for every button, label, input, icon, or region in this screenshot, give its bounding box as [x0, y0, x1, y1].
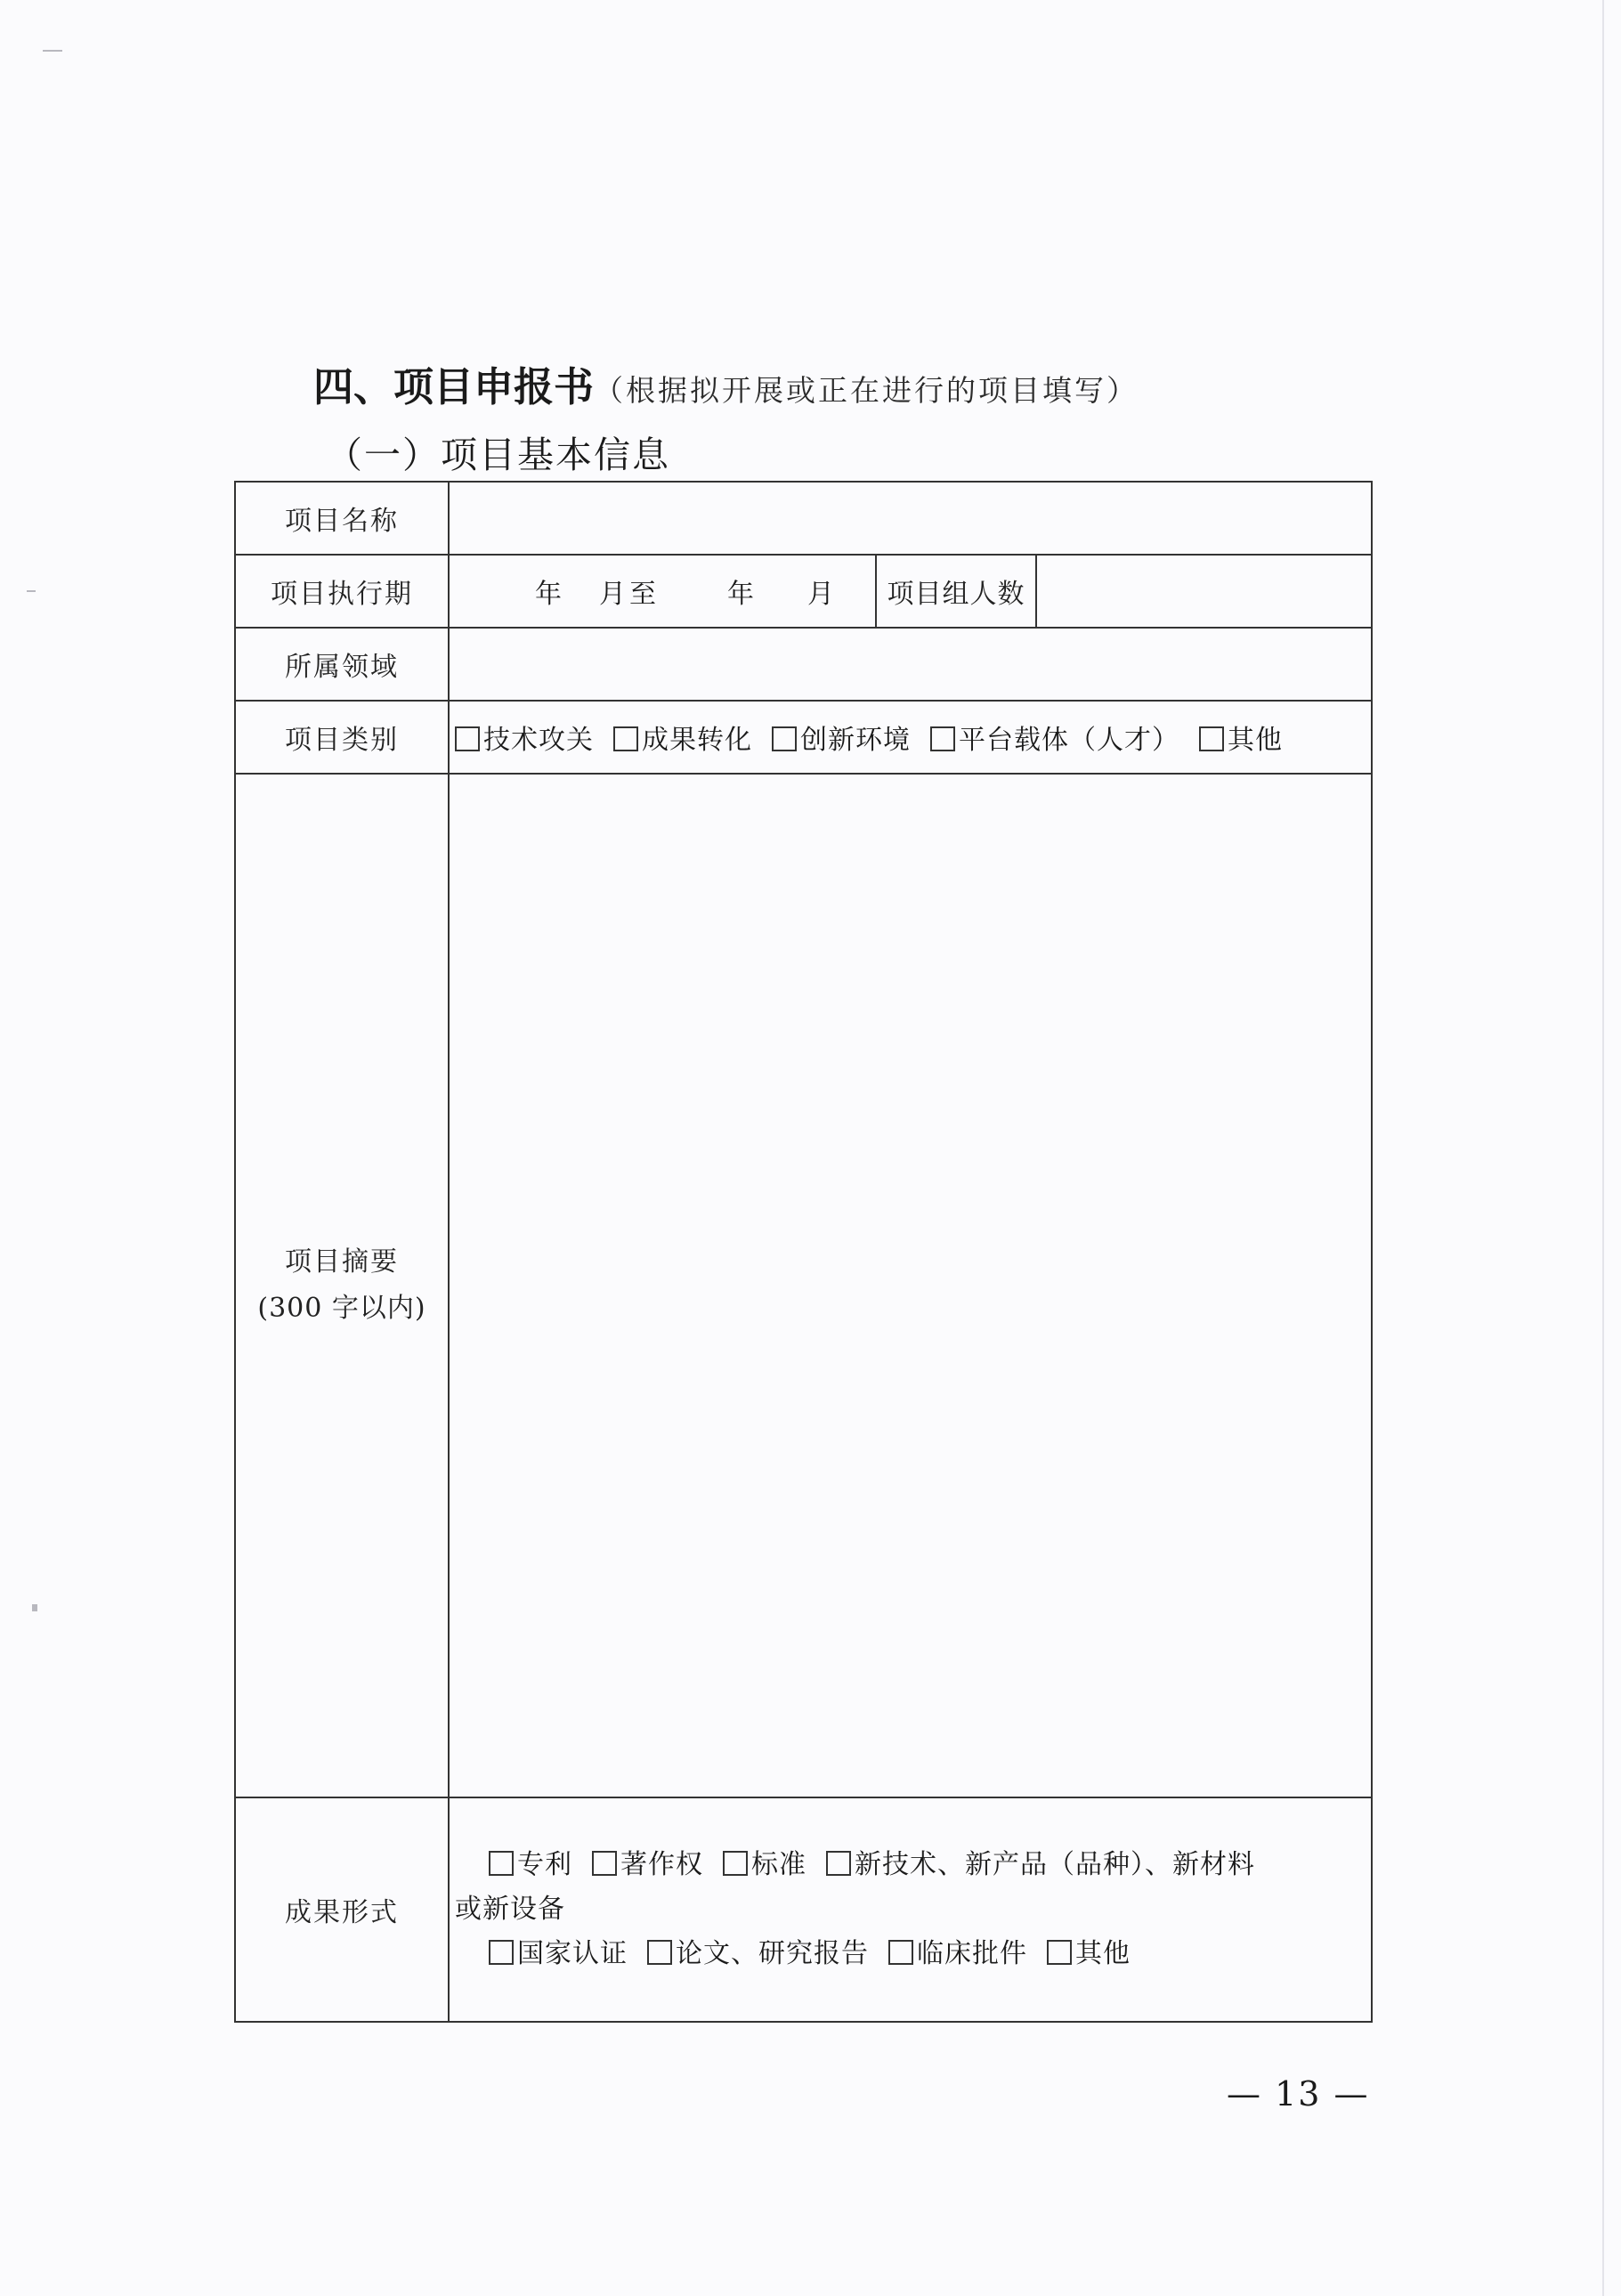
checkbox-icon[interactable]	[930, 726, 955, 751]
checkbox-icon[interactable]	[489, 1851, 514, 1876]
project-name-label: 项目名称	[235, 482, 449, 555]
checkbox-icon[interactable]	[647, 1940, 672, 1965]
checkbox-icon[interactable]	[826, 1851, 851, 1876]
field-label: 所属领域	[235, 628, 449, 701]
summary-label	[235, 774, 449, 1797]
project-period-label: 项目执行期	[235, 555, 449, 628]
outcome-option[interactable]: 著作权	[592, 1849, 703, 1880]
summary-field[interactable]	[449, 774, 1372, 1797]
subsection-title: （一）项目基本信息	[326, 434, 670, 476]
category-options	[449, 701, 1372, 774]
project-name-field[interactable]	[449, 482, 1372, 555]
outcome-options	[449, 1797, 1372, 2022]
field-input[interactable]	[449, 628, 1372, 701]
category-option[interactable]: 创新环境	[772, 725, 911, 756]
table-row	[235, 1797, 1372, 2022]
project-period-field[interactable]	[449, 555, 876, 628]
outcome-option[interactable]: 标准	[723, 1849, 806, 1880]
table-row	[235, 774, 1372, 1797]
section-heading	[313, 354, 1139, 412]
scan-speck	[43, 50, 62, 52]
table-row	[235, 701, 1372, 774]
table-row	[235, 628, 1372, 701]
page-number: — 13 —	[1227, 2074, 1370, 2113]
checkbox-icon[interactable]	[1199, 726, 1224, 751]
outcome-label: 成果形式	[235, 1797, 449, 2022]
outcome-option[interactable]: 专利	[489, 1849, 572, 1880]
summary-label-limit: (300 字以内)	[257, 1293, 426, 1324]
category-option[interactable]: 平台载体（人才）	[930, 725, 1179, 756]
checkbox-icon[interactable]	[723, 1851, 748, 1876]
outcome-option[interactable]: 国家认证	[489, 1938, 628, 1969]
period-year-end: 年	[727, 579, 758, 610]
table-row	[235, 482, 1372, 555]
checkbox-icon[interactable]	[489, 1940, 514, 1965]
outcome-option[interactable]: 其他	[1047, 1938, 1131, 1969]
checkbox-icon[interactable]	[455, 726, 480, 751]
outcome-option-continued: 或新设备	[455, 1894, 565, 1925]
project-info-table	[234, 481, 1373, 2023]
team-size-field[interactable]	[1036, 555, 1372, 628]
outcome-option[interactable]: 新技术、新产品（品种）、新材料	[826, 1849, 1255, 1880]
section-title: 四、项目申报书	[313, 363, 595, 410]
section-note: （根据拟开展或正在进行的项目填写）	[594, 373, 1139, 408]
summary-label-title: 项目摘要	[285, 1246, 399, 1278]
checkbox-icon[interactable]	[592, 1851, 617, 1876]
category-option[interactable]: 其他	[1199, 725, 1283, 756]
checkbox-icon[interactable]	[772, 726, 797, 751]
period-month-start: 月至	[599, 579, 660, 610]
outcome-option[interactable]: 临床批件	[888, 1938, 1027, 1969]
category-option[interactable]: 成果转化	[613, 725, 752, 756]
team-size-label: 项目组人数	[876, 555, 1036, 628]
scan-speck	[27, 590, 36, 592]
period-year-start: 年	[535, 579, 565, 610]
category-option[interactable]: 技术攻关	[455, 725, 594, 756]
checkbox-icon[interactable]	[888, 1940, 913, 1965]
checkbox-icon[interactable]	[1047, 1940, 1072, 1965]
checkbox-icon[interactable]	[613, 726, 638, 751]
outcome-option[interactable]: 论文、研究报告	[647, 1938, 869, 1969]
table-row	[235, 555, 1372, 628]
period-month-end: 月	[807, 579, 838, 610]
category-label: 项目类别	[235, 701, 449, 774]
scan-speck	[32, 1604, 37, 1611]
